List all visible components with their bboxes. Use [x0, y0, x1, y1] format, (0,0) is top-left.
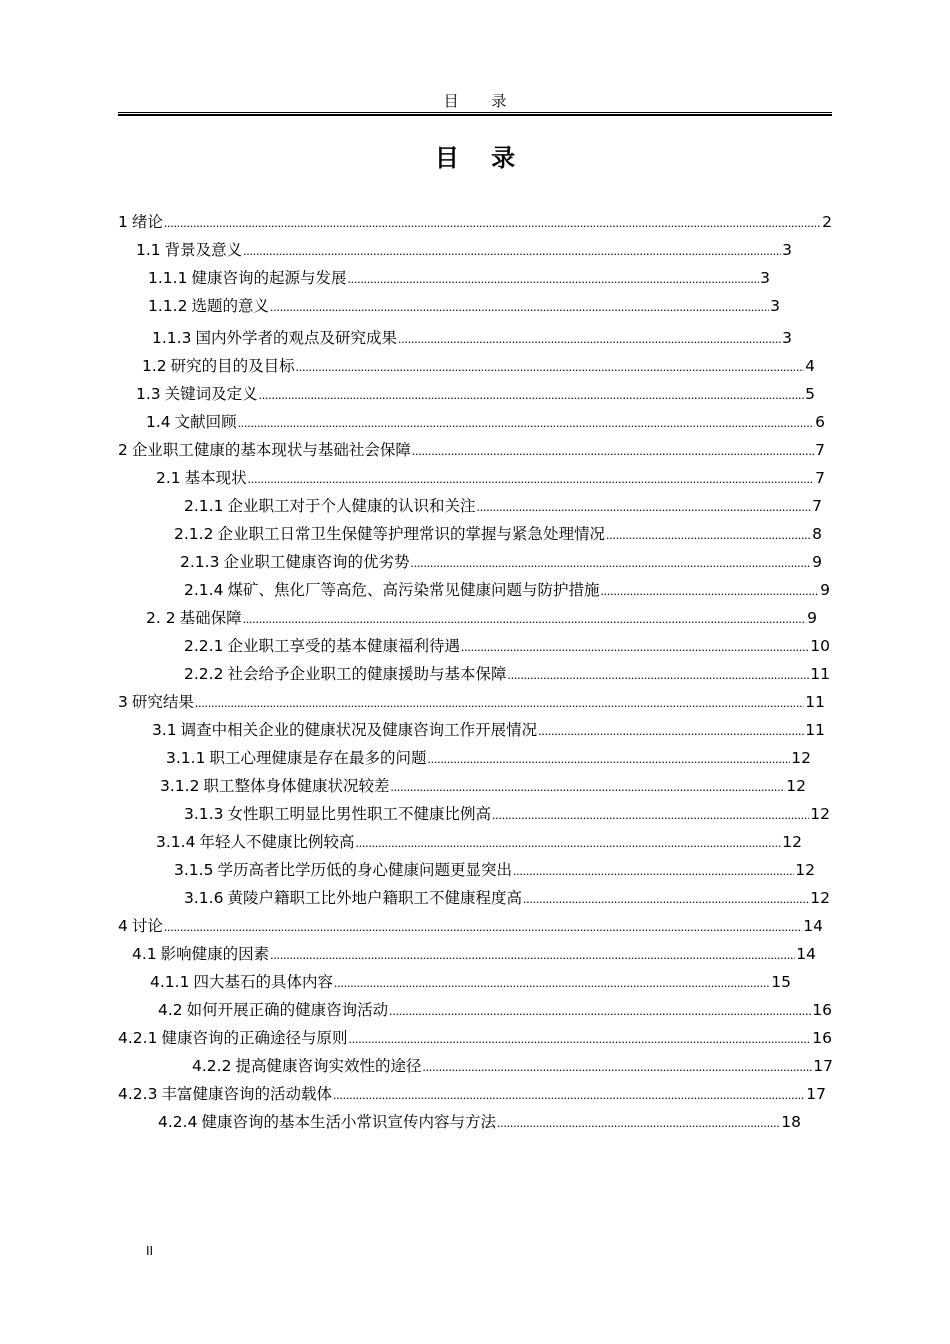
toc-entry-title: 如何开展正确的健康咨询活动 [186, 1001, 389, 1019]
toc-entry-page: 14 [803, 917, 823, 935]
toc-dot-leader [497, 1111, 780, 1135]
toc-dot-leader [296, 355, 804, 379]
toc-dot-leader [243, 239, 781, 263]
toc-entry[interactable] [118, 1082, 826, 1106]
toc-entry-number: 4.2.1 [118, 1029, 158, 1047]
toc-entry-title: 绪论 [131, 213, 163, 231]
toc-entry-number: 3.1.2 [160, 777, 200, 795]
toc-entry-title: 选题的意义 [191, 297, 269, 315]
toc-dot-leader [507, 663, 809, 687]
toc-entry-title: 学历高者比学历低的身心健康问题更显突出 [217, 861, 512, 879]
toc-entry-title: 基础保障 [179, 609, 242, 627]
toc-entry-number: 2.2.2 [184, 665, 224, 683]
toc-entry-title: 社会给予企业职工的健康援助与基本保障 [227, 665, 507, 683]
running-header: 目 录 [443, 92, 521, 110]
toc-entry[interactable] [184, 886, 830, 910]
toc-entry-number: 3.1.1 [166, 749, 206, 767]
toc-entry[interactable] [136, 382, 815, 406]
toc-dot-leader [270, 295, 769, 319]
toc-entry[interactable] [142, 354, 815, 378]
toc-entry-title: 背景及意义 [164, 241, 243, 259]
toc-entry-page: 17 [806, 1085, 826, 1103]
toc-entry-page: 7 [815, 469, 825, 487]
toc-entry-number: 1 [118, 213, 128, 231]
toc-entry[interactable] [118, 210, 832, 234]
toc-entry-number: 4.2 [158, 1001, 183, 1019]
toc-entry[interactable] [192, 1054, 833, 1078]
toc-entry-title: 健康咨询的基本生活小常识宣传内容与方法 [201, 1113, 496, 1131]
toc-entry-page: 6 [815, 413, 825, 431]
toc-entry-number: 4.2.4 [158, 1113, 198, 1131]
toc-entry-title: 影响健康的因素 [160, 945, 270, 963]
toc-dot-leader [334, 971, 770, 995]
toc-entry-page: 8 [812, 525, 822, 543]
toc-entry-page: 12 [810, 805, 830, 823]
toc-entry-page: 16 [812, 1001, 832, 1019]
toc-entry-title: 年轻人不健康比例较高 [199, 833, 355, 851]
toc-entry-page: 3 [782, 329, 792, 347]
toc-entry[interactable] [158, 1110, 801, 1134]
toc-entry[interactable] [118, 438, 825, 462]
toc-entry-number: 2.1 [156, 469, 181, 487]
toc-dot-leader [523, 887, 809, 911]
toc-dot-leader [422, 1055, 812, 1079]
toc-dot-leader [476, 495, 811, 519]
toc-dot-leader [348, 1027, 811, 1051]
toc-entry-number: 4.1 [132, 945, 157, 963]
toc-dot-leader [412, 439, 814, 463]
toc-entry-title: 企业职工日常卫生保健等护理常识的掌握与紧急处理情况 [217, 525, 605, 543]
toc-entry[interactable] [166, 746, 811, 770]
toc-entry[interactable] [184, 802, 830, 826]
toc-entry-number: 1.2 [142, 357, 167, 375]
toc-entry-page: 12 [791, 749, 811, 767]
toc-entry[interactable] [184, 662, 830, 686]
toc-entry-number: 3.1.5 [174, 861, 214, 879]
toc-entry[interactable] [184, 578, 830, 602]
toc-dot-leader [164, 915, 802, 939]
toc-dot-leader [513, 859, 794, 883]
toc-entry-number: 2. 2 [146, 609, 176, 627]
toc-entry[interactable] [150, 970, 791, 994]
toc-dot-leader [390, 775, 785, 799]
toc-entry[interactable] [152, 718, 825, 742]
toc-entry-title: 健康咨询的起源与发展 [191, 269, 347, 287]
toc-entry-title: 研究的目的及目标 [170, 357, 295, 375]
toc-entry-number: 1.3 [136, 385, 161, 403]
toc-entry-page: 12 [782, 833, 802, 851]
toc-entry-title: 丰富健康咨询的活动载体 [161, 1085, 332, 1103]
toc-entry-number: 1.4 [146, 413, 171, 431]
toc-entry-number: 2.1.2 [174, 525, 214, 543]
toc-entry[interactable] [148, 294, 780, 318]
toc-entry[interactable] [118, 690, 825, 714]
toc-entry[interactable] [152, 326, 792, 350]
toc-entry-page: 18 [781, 1113, 801, 1131]
toc-entry-number: 4.2.3 [118, 1085, 158, 1103]
toc-entry-title: 讨论 [131, 917, 163, 935]
toc-entry-page: 5 [805, 385, 815, 403]
toc-entry-number: 4 [118, 917, 128, 935]
toc-entry-number: 1.1.2 [148, 297, 188, 315]
toc-entry-number: 3.1.3 [184, 805, 224, 823]
toc-entry-number: 4.2.2 [192, 1057, 232, 1075]
toc-entry-number: 3.1 [152, 721, 177, 739]
toc-entry-page: 12 [810, 889, 830, 907]
toc-entry-number: 2.1.1 [184, 497, 224, 515]
toc-entry[interactable] [132, 942, 816, 966]
toc-entry-title: 文献回顾 [174, 413, 237, 431]
toc-entry-number: 1.1 [136, 241, 161, 259]
toc-entry[interactable] [174, 858, 815, 882]
toc-entry-page: 9 [820, 581, 830, 599]
toc-entry-number: 3.1.6 [184, 889, 224, 907]
toc-dot-leader [389, 999, 811, 1023]
toc-dot-leader [164, 211, 821, 235]
toc-entry-title: 健康咨询的正确途径与原则 [161, 1029, 348, 1047]
toc-entry[interactable] [184, 634, 830, 658]
toc-entry-number: 4.1.1 [150, 973, 190, 991]
toc-dot-leader [248, 467, 814, 491]
toc-entry-title: 黄陵户籍职工比外地户籍职工不健康程度高 [227, 889, 522, 907]
toc-entry-title: 煤矿、焦化厂等高危、高污染常见健康问题与防护措施 [227, 581, 600, 599]
toc-entry-page: 4 [805, 357, 815, 375]
toc-entry-title: 职工整体身体健康状况较差 [203, 777, 390, 795]
toc-entry-page: 9 [807, 609, 817, 627]
toc-entry-page: 11 [805, 721, 825, 739]
toc-entry-number: 2.2.1 [184, 637, 224, 655]
toc-entry-page: 9 [812, 553, 822, 571]
toc-entry[interactable] [156, 830, 802, 854]
toc-entry-number: 3.1.4 [156, 833, 196, 851]
toc-entry-title: 基本现状 [184, 469, 247, 487]
toc-entry[interactable] [136, 238, 792, 262]
toc-dot-leader [355, 831, 781, 855]
toc-entry[interactable] [184, 494, 822, 518]
toc-entry-number: 3 [118, 693, 128, 711]
toc-entry[interactable] [160, 774, 806, 798]
toc-entry-title: 关键词及定义 [164, 385, 258, 403]
toc-entry-title: 企业职工对于个人健康的认识和关注 [227, 497, 476, 515]
toc-entry-page: 3 [770, 297, 780, 315]
toc-entry-number: 1.1.3 [152, 329, 192, 347]
toc-entry-title: 企业职工健康咨询的优劣势 [223, 553, 410, 571]
toc-entry-page: 14 [796, 945, 816, 963]
toc-entry-title: 职工心理健康是存在最多的问题 [209, 749, 427, 767]
toc-entry-page: 2 [822, 213, 832, 231]
toc-entry[interactable] [118, 1026, 832, 1050]
toc-dot-leader [195, 691, 804, 715]
toc-dot-leader [243, 607, 807, 631]
toc-entry-title: 提高健康咨询实效性的途径 [235, 1057, 422, 1075]
toc-dot-leader [270, 943, 795, 967]
toc-entry-page: 11 [810, 665, 830, 683]
toc-dot-leader [333, 1083, 805, 1107]
toc-entry[interactable] [148, 266, 770, 290]
toc-dot-leader [347, 267, 759, 291]
toc-entry-title: 企业职工健康的基本现状与基础社会保障 [131, 441, 411, 459]
toc-entry-number: 2.1.4 [184, 581, 224, 599]
toc-entry-page: 15 [771, 973, 791, 991]
toc-entry-page: 3 [760, 269, 770, 287]
toc-entry[interactable] [156, 466, 825, 490]
toc-entry-title: 女性职工明显比男性职工不健康比例高 [227, 805, 491, 823]
page-number: II [146, 1244, 154, 1258]
toc-dot-leader [600, 579, 819, 603]
toc-entry-page: 7 [812, 497, 822, 515]
toc-entry-page: 16 [812, 1029, 832, 1047]
page-title: 目 录 [434, 143, 528, 172]
toc-entry-title: 研究结果 [131, 693, 194, 711]
toc-entry[interactable] [118, 914, 823, 938]
toc-entry-title: 国内外学者的观点及研究成果 [195, 329, 397, 347]
toc-entry-number: 2 [118, 441, 128, 459]
toc-entry[interactable] [180, 550, 822, 574]
toc-entry-title: 四大基石的具体内容 [193, 973, 333, 991]
toc-dot-leader [427, 747, 790, 771]
toc-entry-number: 1.1.1 [148, 269, 188, 287]
toc-entry[interactable] [146, 410, 825, 434]
toc-entry-page: 12 [786, 777, 806, 795]
toc-entry-page: 7 [815, 441, 825, 459]
toc-entry[interactable] [146, 606, 817, 630]
toc-entry-page: 11 [805, 693, 825, 711]
toc-entry-title: 调查中相关企业的健康状况及健康咨询工作开展情况 [180, 721, 538, 739]
toc-dot-leader [538, 719, 804, 743]
toc-entry[interactable] [174, 522, 822, 546]
toc-dot-leader [398, 327, 781, 351]
toc-entry[interactable] [158, 998, 832, 1022]
toc-entry-title: 企业职工享受的基本健康福利待遇 [227, 637, 460, 655]
toc-dot-leader [410, 551, 811, 575]
toc-entry-page: 3 [782, 241, 792, 259]
toc-dot-leader [492, 803, 809, 827]
toc-dot-leader [606, 523, 811, 547]
toc-entry-page: 17 [813, 1057, 833, 1075]
toc-entry-page: 10 [810, 637, 830, 655]
toc-dot-leader [259, 383, 804, 407]
toc-dot-leader [461, 635, 809, 659]
toc-entry-page: 12 [795, 861, 815, 879]
toc-dot-leader [238, 411, 814, 435]
toc-entry-number: 2.1.3 [180, 553, 220, 571]
